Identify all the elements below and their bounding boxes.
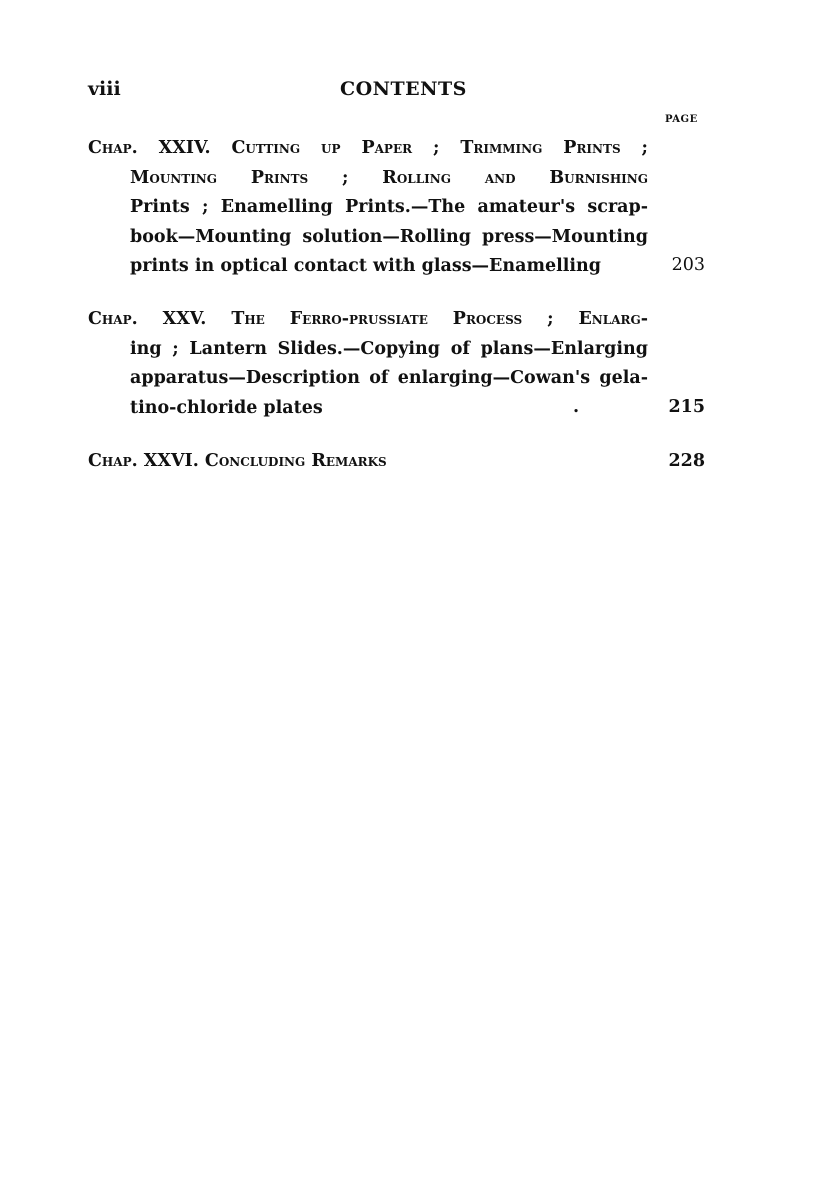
toc-entry-chapter-26 — [88, 447, 648, 477]
toc-entry-line: Prints ; Enamelling Prints.—The amateur's scrap- — [130, 197, 648, 217]
toc-entry-line: prints in optical contact with glass—Enamelling — [130, 256, 601, 276]
toc-page-number: 203 — [671, 255, 705, 275]
page-column-label: PAGE — [665, 114, 698, 125]
toc-entry-line: Chap. XXV. The Ferro-prussiate Process ; Enlarg- — [88, 309, 648, 329]
page-title: CONTENTS — [340, 78, 467, 100]
toc-entry-line: Chap. XXVI. Concluding Remarks — [88, 451, 387, 471]
toc-entry-chapter-24 — [88, 134, 648, 282]
toc-page-number: 228 — [668, 451, 705, 471]
toc-entry-line: ing ; Lantern Slides.—Copying of plans—Enlarging — [130, 338, 648, 359]
page-folio: viii — [88, 78, 121, 100]
toc-entry-line: book—Mounting solution—Rolling press—Mounting — [130, 226, 648, 247]
toc-entry-line: apparatus—Description of enlarging—Cowan's gela- — [130, 368, 648, 388]
toc-entry-chapter-25 — [88, 305, 648, 423]
toc-entry-line: Mounting Prints ; Rolling and Burnishing — [130, 167, 648, 188]
toc-entry-line: tino-chloride plates — [130, 397, 323, 418]
leader-dot: . — [573, 397, 580, 417]
toc-page-number: 215 — [668, 397, 705, 417]
toc-entry-line: Chap. XXIV. Cutting up Paper ; Trimming Prints ; — [88, 138, 648, 158]
